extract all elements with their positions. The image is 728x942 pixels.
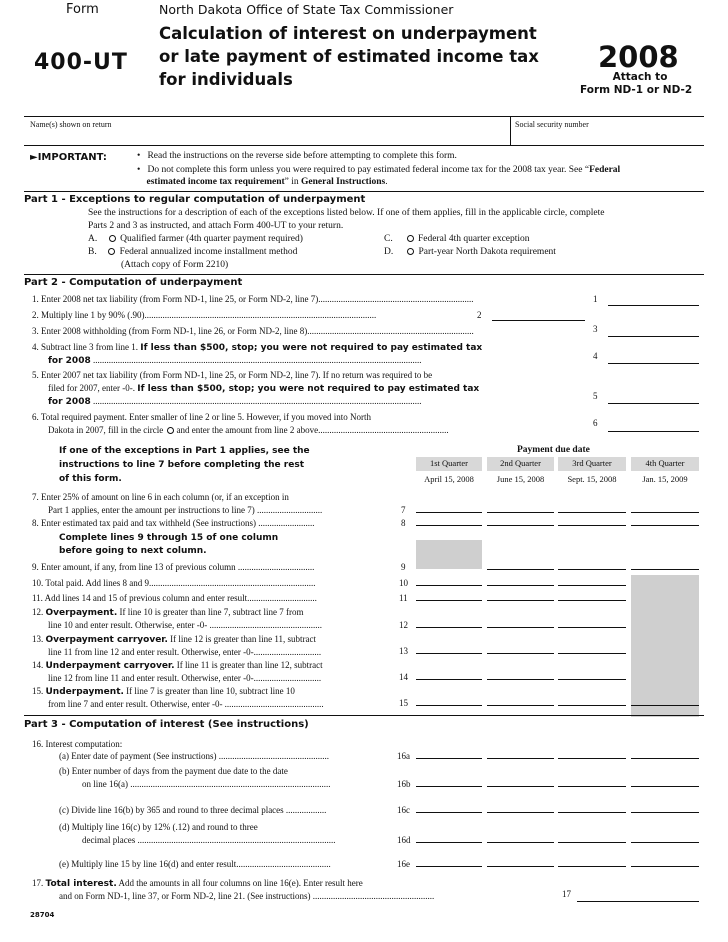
line-13-label: 13. Overpayment carryover. If line 12 is greater than line 11, subtract <box>32 634 316 645</box>
line-9-q3-field[interactable] <box>558 569 626 570</box>
moved-into-nd-radio[interactable] <box>167 427 174 434</box>
line-5-number: 5 <box>593 391 598 401</box>
line-14-number: 14 <box>399 672 408 682</box>
line-16c-q4-field[interactable] <box>631 812 699 813</box>
line-15-q3-field[interactable] <box>558 705 626 706</box>
line-5-field[interactable] <box>608 403 699 404</box>
part3-title: Part 3 - Computation of interest (See instructions) <box>24 719 309 730</box>
line-16d-q3-field[interactable] <box>558 842 626 843</box>
line-16d-label-cont: decimal places ........................................................................................ <box>82 835 336 845</box>
line-16c-label: (c) Divide line 16(b) by 365 and round to three decimal places .................. <box>59 805 327 815</box>
important-bullet-1: • Read the instructions on the reverse side before attempting to complete this form. <box>137 151 457 161</box>
tax-year: 2008 <box>598 40 679 74</box>
line-11-label: 11. Add lines 14 and 15 of previous column and enter result............................... <box>32 593 317 603</box>
line-15-q4-field[interactable] <box>631 705 699 706</box>
line-16c-q2-field[interactable] <box>487 812 554 813</box>
line-13-number: 13 <box>399 646 408 656</box>
line-8-q2-field[interactable] <box>487 525 554 526</box>
quarter-3-date: Sept. 15, 2008 <box>567 474 617 484</box>
line-1-number: 1 <box>593 294 598 304</box>
quarter-4-header: 4th Quarter <box>631 457 699 471</box>
line-16a-q1-field[interactable] <box>416 758 482 759</box>
line-2-label: 2. Multiply line 1 by 90% (.90)....................................................................................................... <box>32 310 377 320</box>
line-7-q4-field[interactable] <box>631 512 699 513</box>
line-7-q3-field[interactable] <box>558 512 626 513</box>
payment-due-date-title: Payment due date <box>517 445 590 455</box>
line-4-number: 4 <box>593 351 598 361</box>
quarter-1-header: 1st Quarter <box>416 457 482 471</box>
divider <box>24 274 704 275</box>
line-7-number: 7 <box>401 505 406 515</box>
line-14-label-cont: line 12 from line 11 and enter result. Otherwise, enter -0-.............................. <box>48 673 322 683</box>
quarter-2-date: June 15, 2008 <box>496 474 545 484</box>
line-17-label: 17. Total interest. Add the amounts in all four columns on line 16(e). Enter result here <box>32 878 363 889</box>
line-12-label-cont: line 10 and enter result. Otherwise, enter -0- .................................................. <box>48 620 322 630</box>
line-16b-q3-field[interactable] <box>558 786 626 787</box>
line-17-field[interactable] <box>577 901 699 902</box>
line-16b-number: 16b <box>397 779 411 789</box>
line-6-label-cont: Dakota in 2007, fill in the circle and enter the amount from line 2 above.......................................................... <box>48 425 449 435</box>
line-15-number: 15 <box>399 698 408 708</box>
line-14-q1-field[interactable] <box>416 679 482 680</box>
line-11-q3-field[interactable] <box>558 600 626 601</box>
line-13-q2-field[interactable] <box>487 653 554 654</box>
line-16d-q4-field[interactable] <box>631 842 699 843</box>
line-3-number: 3 <box>593 324 598 334</box>
line-8-label: 8. Enter estimated tax paid and tax withheld (See instructions) ......................... <box>32 518 315 528</box>
line-10-q2-field[interactable] <box>487 585 554 586</box>
line-17-label-cont: and on Form ND-1, line 37, or Form ND-2, line 21. (See instructions) ...................................................... <box>59 891 435 901</box>
line-11-number: 11 <box>399 593 408 603</box>
quarter-3-header: 3rd Quarter <box>558 457 626 471</box>
form-code: 28704 <box>30 911 55 919</box>
line-16a-q2-field[interactable] <box>487 758 554 759</box>
line-9-label: 9. Enter amount, if any, from line 13 of previous column .................................. <box>32 562 315 572</box>
exception-a: A. Qualified farmer (4th quarter payment required) <box>88 234 303 244</box>
ssn-field[interactable] <box>512 130 702 144</box>
part1-title: Part 1 - Exceptions to regular computation of underpayment <box>24 194 366 205</box>
line-16a-q3-field[interactable] <box>558 758 626 759</box>
line-8-q3-field[interactable] <box>558 525 626 526</box>
line-16e-q4-field[interactable] <box>631 866 699 867</box>
exception-d: D. Part-year North Dakota requirement <box>384 247 556 257</box>
exception-b: B. Federal annualized income installment method <box>88 247 298 257</box>
line-16b-label-cont: on line 16(a) ......................................................................................... <box>82 779 331 789</box>
line-4-field[interactable] <box>608 363 699 364</box>
line-16c-q3-field[interactable] <box>558 812 626 813</box>
important-bullet-2: • Do not complete this form unless you were required to pay estimated federal income tax for the 2008 tax year. See “Federal estimated income tax requirement” in General Instructions. <box>137 165 621 187</box>
line-16d-q1-field[interactable] <box>416 842 482 843</box>
line-3-label: 3. Enter 2008 withholding (from Form ND-1, line 26, or Form ND-2, line 8).......................................................................... <box>32 326 474 336</box>
divider <box>510 116 511 145</box>
line-5-label-cont: filed for 2007, enter -0-. If less than $500, stop; you were not required to pay estimated tax <box>48 383 480 394</box>
line-16a-label: (a) Enter date of payment (See instructions) ................................................. <box>59 751 329 761</box>
exception-b-note: (Attach copy of Form 2210) <box>121 260 229 270</box>
part2-title: Part 2 - Computation of underpayment <box>24 277 243 288</box>
line-16e-q3-field[interactable] <box>558 866 626 867</box>
shaded-cell <box>416 540 482 569</box>
line-5-label: 5. Enter 2007 net tax liability (from Form ND-1, line 25, or Form ND-2, line 7). If no return was required to be <box>32 370 433 380</box>
line-16d-label: (d) Multiply line 16(c) by 12% (.12) and round to three <box>59 822 258 832</box>
line-12-q2-field[interactable] <box>487 627 554 628</box>
part1-instructions-2: Parts 2 and 3 as instructed, and attach Form 400-UT to your return. <box>88 221 344 231</box>
line-12-number: 12 <box>399 620 408 630</box>
form-number: 400-UT <box>34 50 128 75</box>
line-2-field[interactable] <box>492 320 585 321</box>
line-16e-q1-field[interactable] <box>416 866 482 867</box>
line-7-q2-field[interactable] <box>487 512 554 513</box>
line-1-field[interactable] <box>608 305 699 306</box>
line-9-number: 9 <box>401 562 406 572</box>
form-label: Form <box>66 2 99 17</box>
line-16e-number: 16e <box>397 859 410 869</box>
line-16c-q1-field[interactable] <box>416 812 482 813</box>
line-14-q3-field[interactable] <box>558 679 626 680</box>
line-13-label-cont: line 11 from line 12 and enter result. Otherwise, enter -0-.............................. <box>48 647 322 657</box>
line-5-label-end: for 2008 .................................................................................................................................................. <box>48 396 422 407</box>
line-16-label: 16. Interest computation: <box>32 739 123 749</box>
line-8-q4-field[interactable] <box>631 525 699 526</box>
divider <box>24 191 704 192</box>
attach-forms-label: Form ND-1 or ND-2 <box>580 84 693 96</box>
line-16b-q4-field[interactable] <box>631 786 699 787</box>
exception-c: C. Federal 4th quarter exception <box>384 234 530 244</box>
form-title: Calculation of interest on underpayment or late payment of estimated income tax for individuals <box>159 24 539 89</box>
line-7-label-cont: Part 1 applies, enter the amount per instructions to line 7) ............................. <box>48 505 323 515</box>
quarter-1-date: April 15, 2008 <box>424 474 474 484</box>
line-13-q1-field[interactable] <box>416 653 482 654</box>
line-16b-q1-field[interactable] <box>416 786 482 787</box>
line-12-label: 12. Overpayment. If line 10 is greater than line 7, subtract line 7 from <box>32 607 304 618</box>
line-1-label: 1. Enter 2008 net tax liability (from Form ND-1, line 25, or Form ND-2, line 7)..................................................................... <box>32 294 474 304</box>
line-10-q1-field[interactable] <box>416 585 482 586</box>
line-4-label: 4. Subtract line 3 from line 1. If less than $500, stop; you were not required to pay estimated tax <box>32 342 483 353</box>
line-16e-label: (e) Multiply line 15 by line 16(d) and enter result.......................................... <box>59 859 331 869</box>
name-field[interactable] <box>24 121 510 143</box>
exception-c-radio[interactable] <box>407 235 414 242</box>
line-15-label: 15. Underpayment. If line 7 is greater than line 10, subtract line 10 <box>32 686 295 697</box>
line-13-q3-field[interactable] <box>558 653 626 654</box>
line-16b-q2-field[interactable] <box>487 786 554 787</box>
line-8-q1-field[interactable] <box>416 525 482 526</box>
divider <box>24 715 704 716</box>
line-7-q1-field[interactable] <box>416 512 482 513</box>
line-10-label: 10. Total paid. Add lines 8 and 9.......................................................................... <box>32 578 316 588</box>
name-label: Name(s) shown on return <box>30 120 112 129</box>
line-11-q2-field[interactable] <box>487 600 554 601</box>
important-label: ►IMPORTANT: <box>30 152 107 163</box>
divider <box>24 116 704 117</box>
attach-to-label: Attach to <box>612 71 668 83</box>
line-10-q3-field[interactable] <box>558 585 626 586</box>
line-9-q4-field[interactable] <box>631 569 699 570</box>
line-16e-q2-field[interactable] <box>487 866 554 867</box>
line-16a-number: 16a <box>397 751 410 761</box>
line-7-label: 7. Enter 25% of amount on line 6 in each column (or, if an exception in <box>32 492 289 502</box>
exception-a-radio[interactable] <box>109 235 116 242</box>
divider <box>24 145 704 146</box>
line-14-label: 14. Underpayment carryover. If line 11 is greater than line 12, subtract <box>32 660 323 671</box>
line-16c-number: 16c <box>397 805 410 815</box>
agency-name: North Dakota Office of State Tax Commissioner <box>159 2 454 17</box>
line-16d-q2-field[interactable] <box>487 842 554 843</box>
quarter-4-date: Jan. 15, 2009 <box>642 474 688 484</box>
line-6-field[interactable] <box>608 431 699 432</box>
line-16a-q4-field[interactable] <box>631 758 699 759</box>
line-15-label-cont: from line 7 and enter result. Otherwise, enter -0- ............................................ <box>48 699 324 709</box>
line-12-q3-field[interactable] <box>558 627 626 628</box>
line-15-q2-field[interactable] <box>487 705 554 706</box>
line-15-q1-field[interactable] <box>416 705 482 706</box>
line-4-label-cont: for 2008 .................................................................................................................................................. <box>48 355 422 366</box>
line-12-q1-field[interactable] <box>416 627 482 628</box>
complete-columns-note: Complete lines 9 through 15 of one column before going to next column. <box>59 533 279 556</box>
line-16d-number: 16d <box>397 835 411 845</box>
line-10-number: 10 <box>399 578 408 588</box>
ssn-label: Social security number <box>515 120 589 129</box>
line-6-label: 6. Total required payment. Enter smaller of line 2 or line 5. However, if you moved into North <box>32 412 372 422</box>
line-6-number: 6 <box>593 418 598 428</box>
quarter-2-header: 2nd Quarter <box>487 457 554 471</box>
exceptions-note: If one of the exceptions in Part 1 applies, see the instructions to line 7 before completing the rest of this form. <box>59 446 310 484</box>
line-2-number: 2 <box>477 310 482 320</box>
line-3-field[interactable] <box>608 336 699 337</box>
exception-b-radio[interactable] <box>108 248 115 255</box>
exception-d-radio[interactable] <box>407 248 414 255</box>
part1-instructions-1: See the instructions for a description of each of the exceptions listed below. If one of them applies, fill in the applicable circle, complete <box>88 208 605 218</box>
line-14-q2-field[interactable] <box>487 679 554 680</box>
line-9-q2-field[interactable] <box>487 569 554 570</box>
shaded-cell <box>631 575 699 717</box>
line-16b-label: (b) Enter number of days from the payment due date to the date <box>59 766 288 776</box>
line-8-number: 8 <box>401 518 406 528</box>
line-11-q1-field[interactable] <box>416 600 482 601</box>
line-17-number: 17 <box>562 889 571 899</box>
